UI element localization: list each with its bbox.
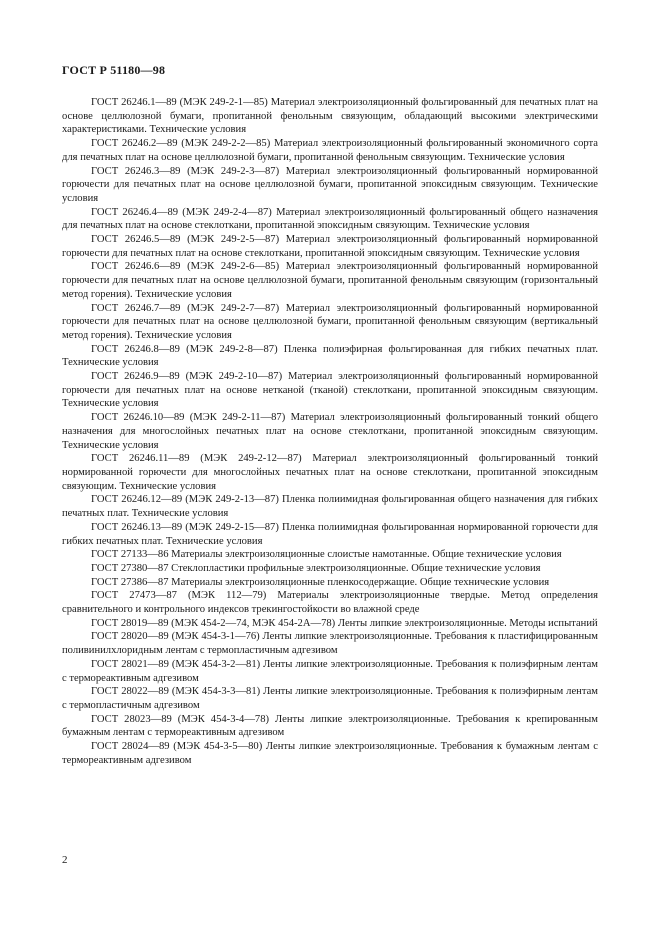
- reference-list: [62, 96, 598, 767]
- reference-entry: ГОСТ 26246.7—89 (МЭК 249-2-7—87) Материал электроизоляционный фольгированный нормированной горючести для печатных плат на основе целлюлозной бумаги, пропитанной фенольным связующим (вертикальный метод горения). Технические условия: [62, 302, 598, 341]
- reference-entry: ГОСТ 26246.11—89 (МЭК 249-2-12—87) Материал электроизоляционный фольгированный тонкий нормированной горючести для многослойных печатных плат на основе стеклоткани, пропитанной эпоксидным связующим. Технические условия: [62, 453, 598, 492]
- reference-entry: ГОСТ 28024—89 (МЭК 454-3-5—80) Ленты липкие электроизоляционные. Требования к бумажным лентам с термореактивным адгезивом: [62, 741, 598, 766]
- reference-entry: ГОСТ 26246.4—89 (МЭК 249-2-4—87) Материал электроизоляционный фольгированный общего назначения для печатных плат на основе стеклоткани, пропитанной эпоксидным связующим. Технические условия: [62, 206, 598, 232]
- reference-entry: ГОСТ 27473—87 (МЭК 112—79) Материалы электроизоляционные твердые. Метод определения сравнительного и контрольного индексов трекингостойкости во влажной среде: [62, 590, 598, 616]
- reference-entry: ГОСТ 28023—89 (МЭК 454-3-4—78) Ленты липкие электроизоляционные. Требования к крепированным бумажным лентам с термореактивным адгезивом: [62, 713, 598, 739]
- document-header: ГОСТ Р 51180—98: [62, 63, 166, 77]
- reference-entry: ГОСТ 28019—89 (МЭК 454-2—74, МЭК 454-2А—78) Ленты липкие электроизоляционные. Методы испытаний: [91, 617, 598, 629]
- reference-entry: ГОСТ 26246.5—89 (МЭК 249-2-5—87) Материал электроизоляционный фольгированный нормированной горючести для печатных плат на основе стеклоткани, пропитанной эпоксидным связующим. Технические условия: [62, 234, 598, 259]
- reference-entry: ГОСТ 26246.1—89 (МЭК 249-2-1—85) Материал электроизоляционный фольгированный для печатных плат на основе целлюлозной бумаги, пропитанной фенольным связующим, обладающий высокими электрическими характеристиками. Технические условия: [62, 97, 598, 136]
- reference-entry: ГОСТ 28021—89 (МЭК 454-3-2—81) Ленты липкие электроизоляционные. Требования к полиэфирным лентам с термореактивным адгезивом: [62, 658, 598, 684]
- reference-entry: ГОСТ 27380—87 Стеклопластики профильные электроизоляционные. Общие технические условия: [91, 562, 541, 574]
- reference-entry: ГОСТ 26246.10—89 (МЭК 249-2-11—87) Материал электроизоляционный фольгированный тонкий общего назначения для многослойных печатных плат на основе стеклоткани, пропитанной эпоксидным связующим. Технические условия: [62, 412, 598, 451]
- reference-entry: ГОСТ 27133—86 Материалы электроизоляционные слоистые намотанные. Общие технические условия: [91, 549, 562, 561]
- reference-entry: ГОСТ 26246.3—89 (МЭК 249-2-3—87) Материал электроизоляционный фольгированный нормированной горючести для печатных плат на основе целлюлозной бумаги, пропитанной эпоксидным связующим. Технические условия: [62, 165, 598, 204]
- reference-entry: ГОСТ 28022—89 (МЭК 454-3-3—81) Ленты липкие электроизоляционные. Требования к полиэфирным лентам с термопластичным адгезивом: [62, 686, 598, 711]
- reference-entry: ГОСТ 26246.2—89 (МЭК 249-2-2—85) Материал электроизоляционный фольгированный экономичного сорта для печатных плат на основе целлюлозной бумаги, пропитанной фенольным связующим. Технические условия: [62, 138, 598, 163]
- reference-entry: ГОСТ 26246.8—89 (МЭК 249-2-8—87) Пленка полиэфирная фольгированная для гибких печатных плат. Технические условия: [62, 343, 598, 369]
- reference-entry: ГОСТ 26246.9—89 (МЭК 249-2-10—87) Материал электроизоляционный фольгированный нормированной горючести для печатных плат на основе нетканой (тканой) стеклоткани, пропитанной эпоксидным связующим. Технические условия: [62, 371, 598, 410]
- reference-entry: ГОСТ 28020—89 (МЭК 454-3-1—76) Ленты липкие электроизоляционные. Требования к пластифицированным поливинилхлоридным лентам с термопластичным адгезивом: [62, 631, 598, 657]
- reference-entry: ГОСТ 26246.12—89 (МЭК 249-2-13—87) Пленка полиимидная фольгированная общего назначения для гибких печатных плат. Технические условия: [62, 494, 598, 520]
- reference-entry: ГОСТ 27386—87 Материалы электроизоляционные пленкосодержащие. Общие технические условия: [91, 576, 550, 588]
- page-number: 2: [62, 854, 68, 866]
- reference-entry: ГОСТ 26246.6—89 (МЭК 249-2-6—85) Материал электроизоляционный фольгированный нормированной горючести для печатных плат на основе целлюлозной бумаги, пропитанной фенольным связующим (горизонтальный метод горения). Технические условия: [62, 261, 598, 300]
- reference-entry: ГОСТ 26246.13—89 (МЭК 249-2-15—87) Пленка полиимидная фольгированная нормированной горючести для гибких печатных плат. Технические условия: [62, 521, 598, 547]
